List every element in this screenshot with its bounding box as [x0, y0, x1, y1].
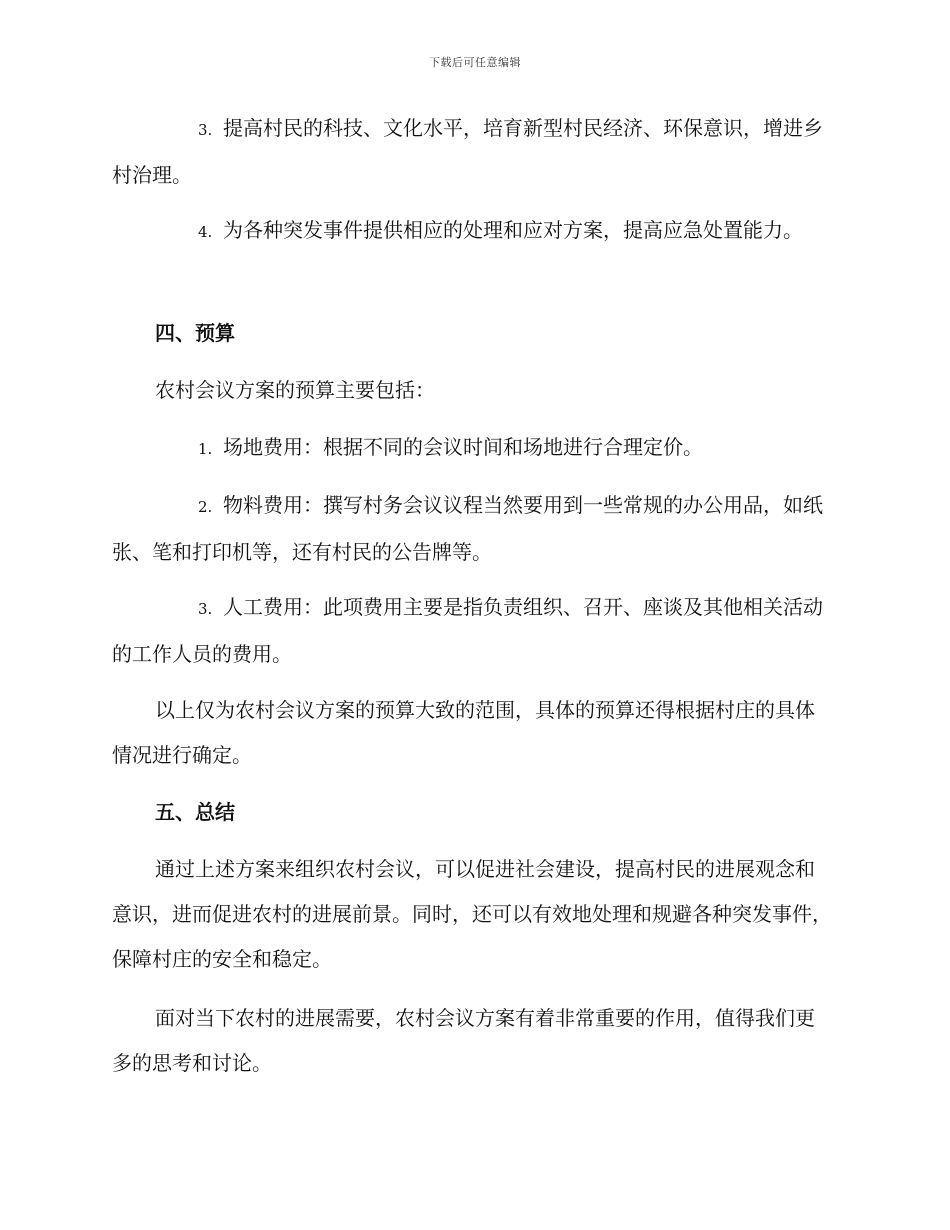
- list-item-text: 人工费用：此项费用主要是指负责组织、召开、座谈及其他相关活动的工作人员的费用。: [112, 595, 823, 666]
- list-item-number: 2.: [198, 498, 213, 516]
- section-heading-budget: 四、预算: [155, 321, 235, 345]
- list-item-number: 1.: [198, 440, 213, 458]
- list-item-text: 提高村民的科技、文化水平，培育新型村民经济、环保意识，增进乡村治理。: [112, 116, 823, 187]
- paragraph: 农村会议方案的预算主要包括：: [155, 378, 435, 402]
- list-item-number: 3.: [198, 121, 213, 139]
- list-item-text: 为各种突发事件提供相应的处理和应对方案，提高应急处置能力。: [223, 218, 803, 242]
- list-item-number: 4.: [198, 223, 213, 241]
- page-header: 下载后可任意编辑: [429, 56, 521, 69]
- list-item-text: 场地费用：根据不同的会议时间和场地进行合理定价。: [223, 435, 703, 459]
- list-item: [112, 208, 832, 255]
- section-heading-summary: 五、总结: [155, 800, 235, 824]
- list-item: [112, 106, 832, 198]
- list-item: [112, 425, 832, 472]
- list-item: [112, 585, 832, 677]
- list-item-text: 物料费用：撰写村务会议议程当然要用到一些常规的办公用品，如纸张、笔和打印机等，还有村民的公告牌等。: [112, 493, 823, 564]
- list-item-number: 3.: [198, 600, 213, 618]
- paragraph: 面对当下农村的进展需要，农村会议方案有着非常重要的作用，值得我们更多的思考和讨论。: [112, 1006, 815, 1075]
- paragraph: 以上仅为农村会议方案的预算大致的范围，具体的预算还得根据村庄的具体情况进行确定。: [112, 698, 815, 767]
- list-item: [112, 483, 832, 575]
- paragraph: 通过上述方案来组织农村会议，可以促进社会建设，提高村民的进展观念和意识，进而促进农村的进展前景。同时，还可以有效地处理和规避各种突发事件，保障村庄的安全和稳定。: [112, 857, 832, 971]
